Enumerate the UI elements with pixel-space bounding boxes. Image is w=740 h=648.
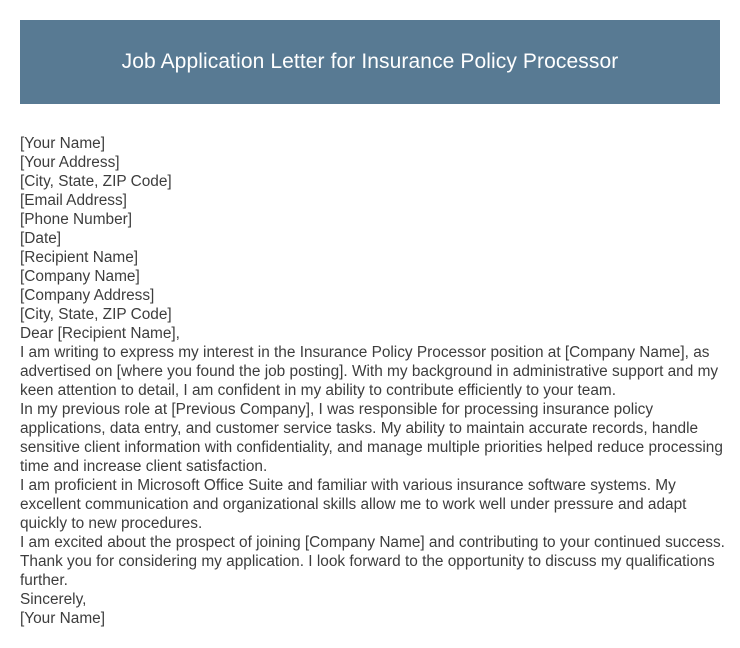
paragraph-skills: I am proficient in Microsoft Office Suite and familiar with various insurance software systems. My excellent communication and organizational skills allow me to work well under pressure and adapt quickly to new procedures. xyxy=(20,477,687,532)
closing: Sincerely, xyxy=(20,591,87,608)
salutation: Dear [Recipient Name], xyxy=(20,325,180,342)
letter-date: [Date] xyxy=(20,230,62,247)
paragraph-intro: I am writing to express my interest in the Insurance Policy Processor position at [Company Name], as advertised on [where you found the job posting]. With my background in administrative support and my keen attention to detail, I am confident in my ability to contribute efficiently to your team. xyxy=(20,344,719,399)
sender-name: [Your Name] xyxy=(20,135,105,152)
recipient-name: [Recipient Name] xyxy=(20,249,139,266)
page-header xyxy=(20,20,720,104)
signature: [Your Name] xyxy=(20,610,105,627)
recipient-city-state-zip: [City, State, ZIP Code] xyxy=(20,306,172,323)
sender-block xyxy=(20,134,725,229)
sender-phone: [Phone Number] xyxy=(20,211,133,228)
sender-city-state-zip: [City, State, ZIP Code] xyxy=(20,173,172,190)
sender-email: [Email Address] xyxy=(20,192,127,209)
paragraph-closing: I am excited about the prospect of joining [Company Name] and contributing to your continued success. Thank you for considering my application. I look forward to the opportunity to discuss my qualifications further. xyxy=(20,534,725,589)
page-title: Job Application Letter for Insurance Policy Processor xyxy=(121,50,619,73)
sender-address: [Your Address] xyxy=(20,154,120,171)
paragraph-experience: In my previous role at [Previous Company], I was responsible for processing insurance policy applications, data entry, and customer service tasks. My ability to maintain accurate records, handle sensitive client information with confidentiality, and manage multiple priorities helped reduce processing time and increase client satisfaction. xyxy=(20,401,723,475)
recipient-company-address: [Company Address] xyxy=(20,287,155,304)
recipient-block xyxy=(20,248,725,324)
letter-body xyxy=(20,134,725,628)
recipient-company: [Company Name] xyxy=(20,268,140,285)
